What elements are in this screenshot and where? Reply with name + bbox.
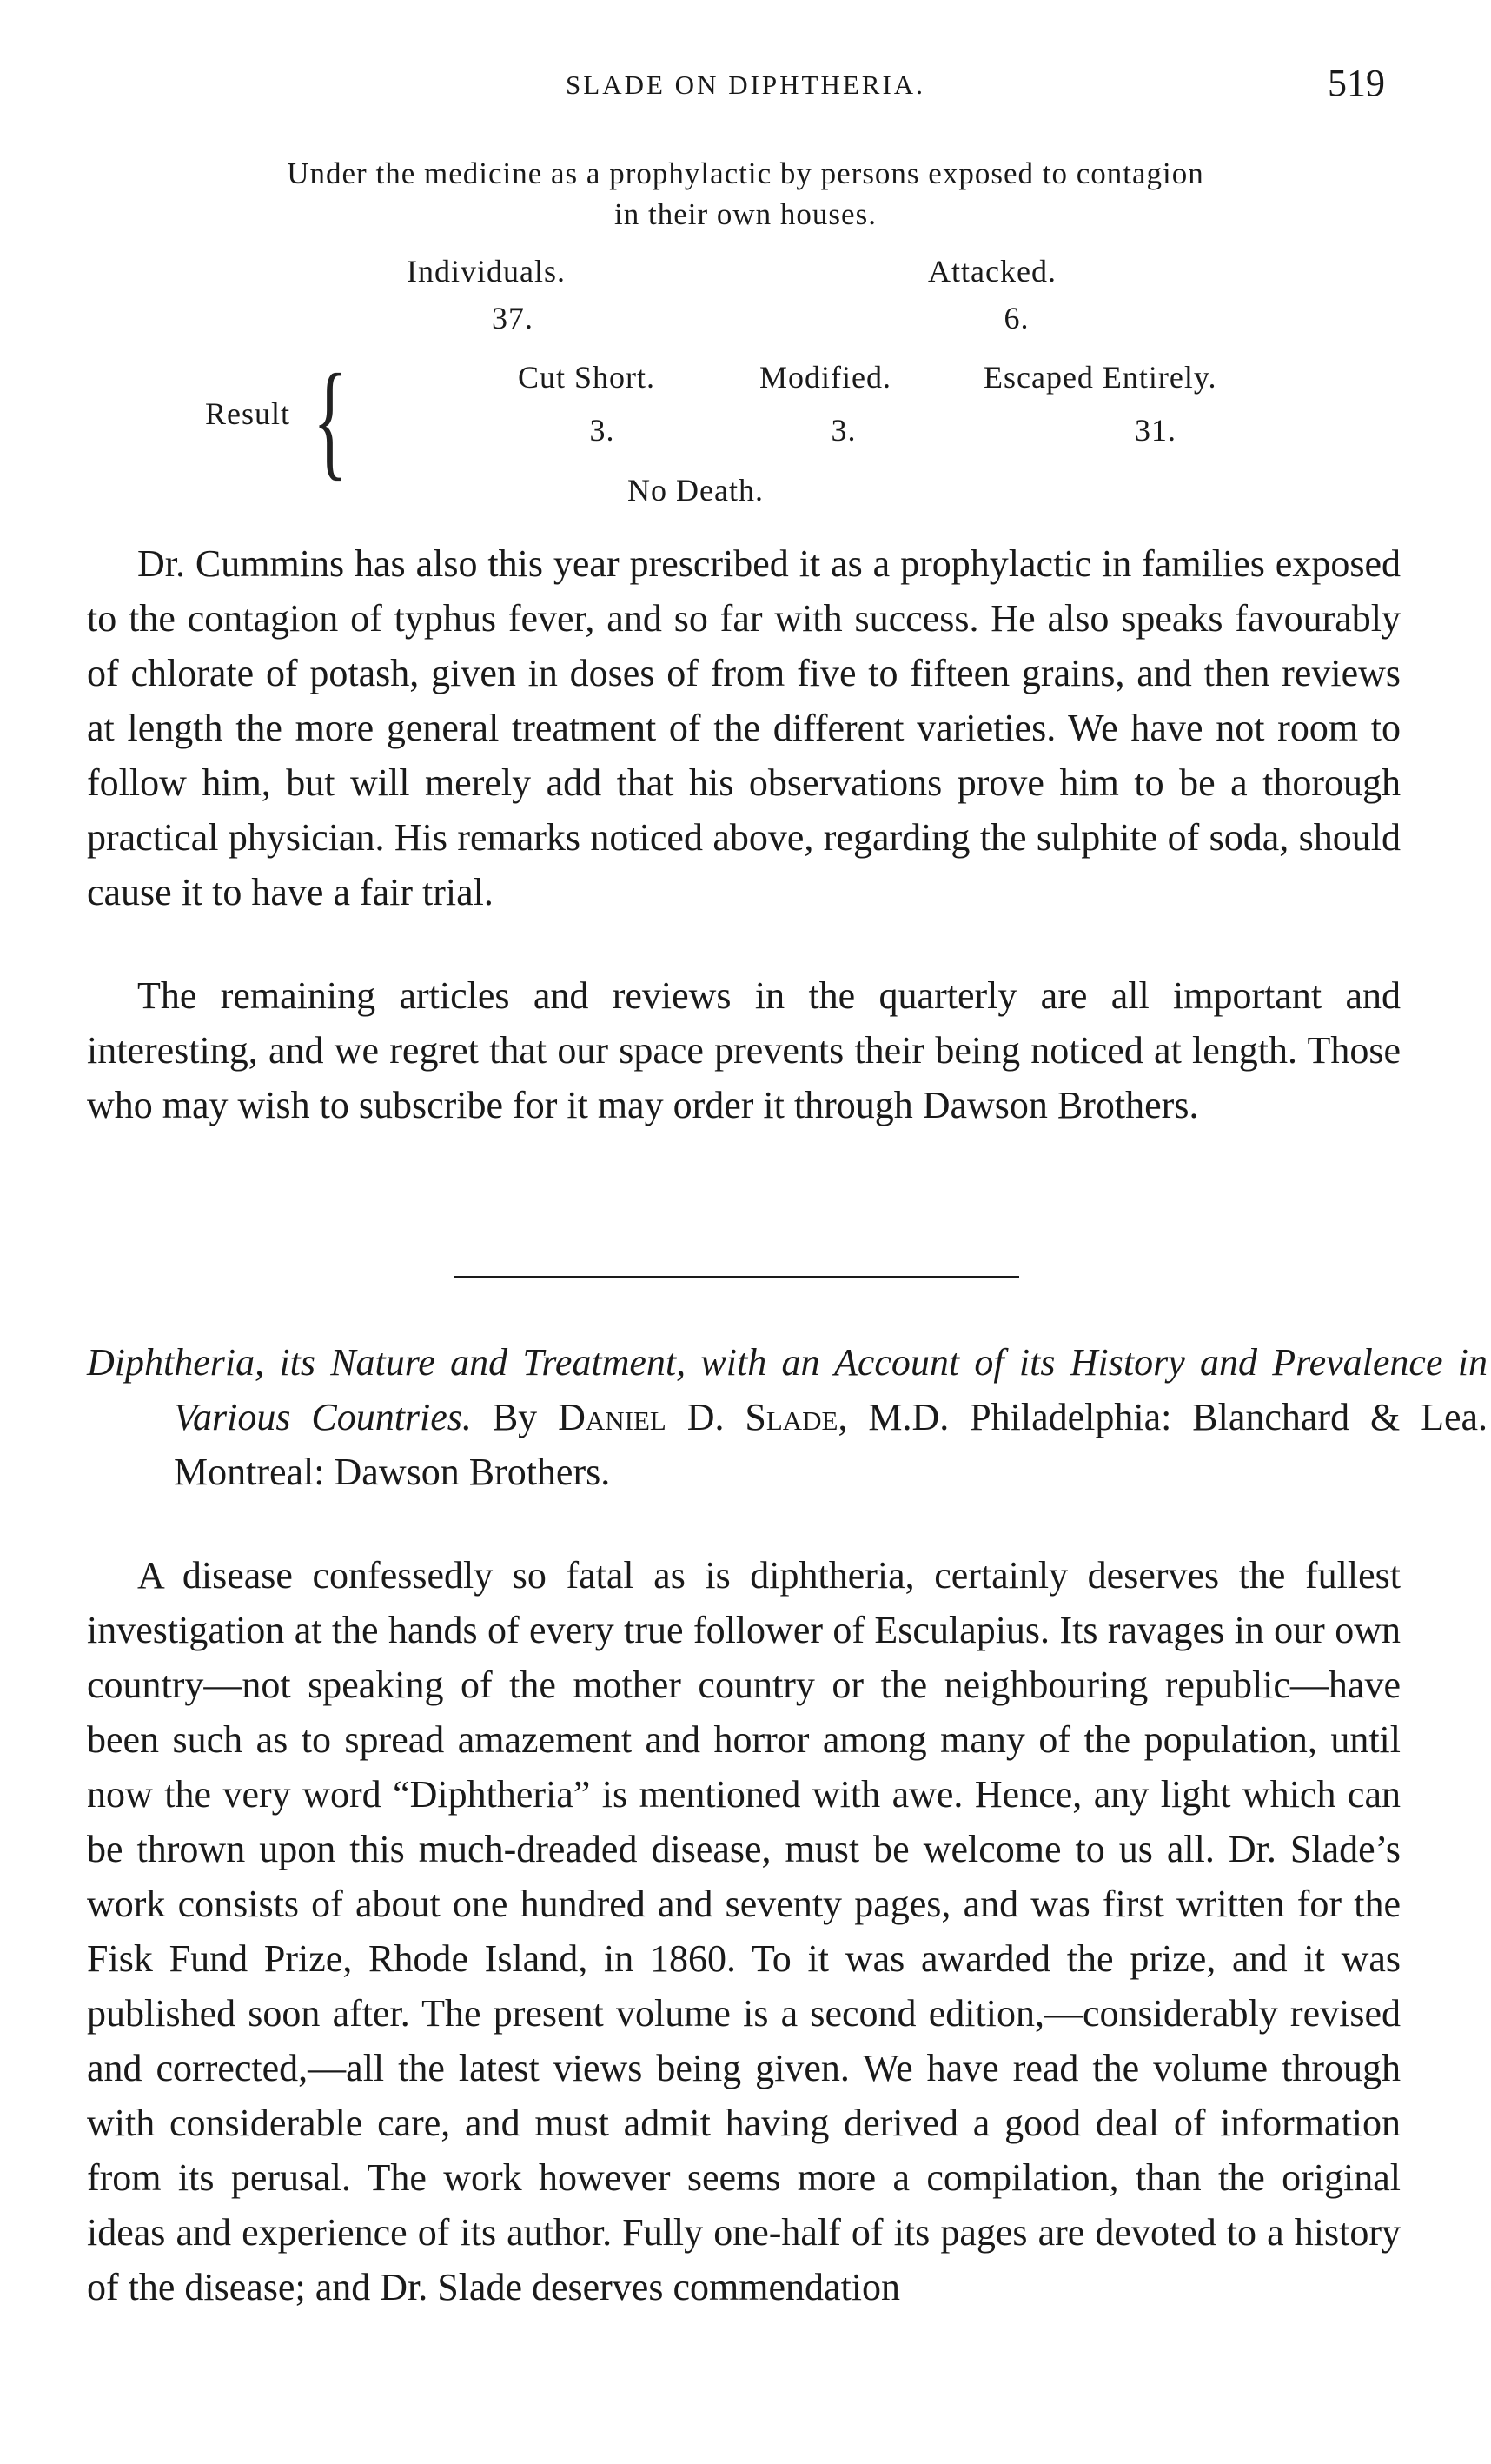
modified-value: 3. [831,413,857,448]
cut-short-label: Cut Short. [518,360,656,395]
review-publisher: Philadelphia: Blanchard & Lea. Montreal: Dawson Brothers. [174,1396,1488,1493]
review-by: By [492,1396,538,1438]
body-paragraph-1: Dr. Cummins has also this year prescribed it as a prophylactic in families exposed to the contagion of typhus fever, and so far with success. He also speaks favourably of chlorate of potash, given in doses of from five to fifteen grains, and then reviews at length the more general treatment of the different varieties. We have not room to follow him, but will merely add that his observations prove him to be a thorough practical physician. His remarks noticed above, regarding the sulphite of soda, should cause it to have a fair trial. [87,542,1401,913]
escaped-entirely-value: 31. [1135,413,1176,448]
body-paragraph-2: The remaining articles and reviews in the quarterly are all important and interesting, and we regret that our space prevents their being noticed at length. Those who may wish to subscribe for it may order it through Dawson Brothers. [87,974,1401,1126]
modified-label: Modified. [759,360,891,395]
individuals-label: Individuals. [407,254,566,289]
attacked-label: Attacked. [928,254,1057,289]
left-brace: { [313,348,348,492]
review-author: Daniel D. Slade, M.D. [558,1396,950,1438]
running-title: SLADE ON DIPHTHERIA. [566,70,925,100]
result-label: Result [205,396,291,431]
table-caption-line-2: in their own houses. [614,197,877,231]
page-number: 519 [1328,62,1385,104]
review-citation [87,1335,1488,1499]
cut-short-value: 3. [589,413,615,448]
escaped-entirely-label: Escaped Entirely. [984,360,1217,395]
section-divider [454,1276,1019,1278]
review-paragraph: A disease confessedly so fatal as is diphtheria, certainly deserves the fullest investigation at the hands of every true follower of Esculapius. Its ravages in our own country—not speaking of the mother country or the neighbouring republic—have been such as to spread amazement and horror among many of the population, until now the very word “Diphtheria” is mentioned with awe. Hence, any light which can be thrown upon this much-dreaded disease, must be welcome to us all. Dr. Slade’s work consists of about one hundred and seventy pages, and was first written for the Fisk Fund Prize, Rhode Island, in 1860. To it was awarded the prize, and it was published soon after. The present volume is a second edition,—considerably revised and corrected,—all the latest views being given. We have read the volume through with considerable care, and must admit having derived a good deal of information from its perusal. The work however seems more a compilation, than the original ideas and experience of its author. Fully one-half of its pages are devoted to a history of the disease; and Dr. Slade deserves commendation [87,1554,1401,2308]
attacked-value: 6. [1004,301,1030,335]
review-book-title: Diphtheria, its Nature and Treatment, with an Account of its History and Prevalence in Various Countries. [87,1341,1488,1438]
table-caption-line-1: Under the medicine as a prophylactic by persons exposed to contagion [287,156,1204,190]
no-death-note: No Death. [627,473,764,508]
individuals-value: 37. [492,301,533,335]
